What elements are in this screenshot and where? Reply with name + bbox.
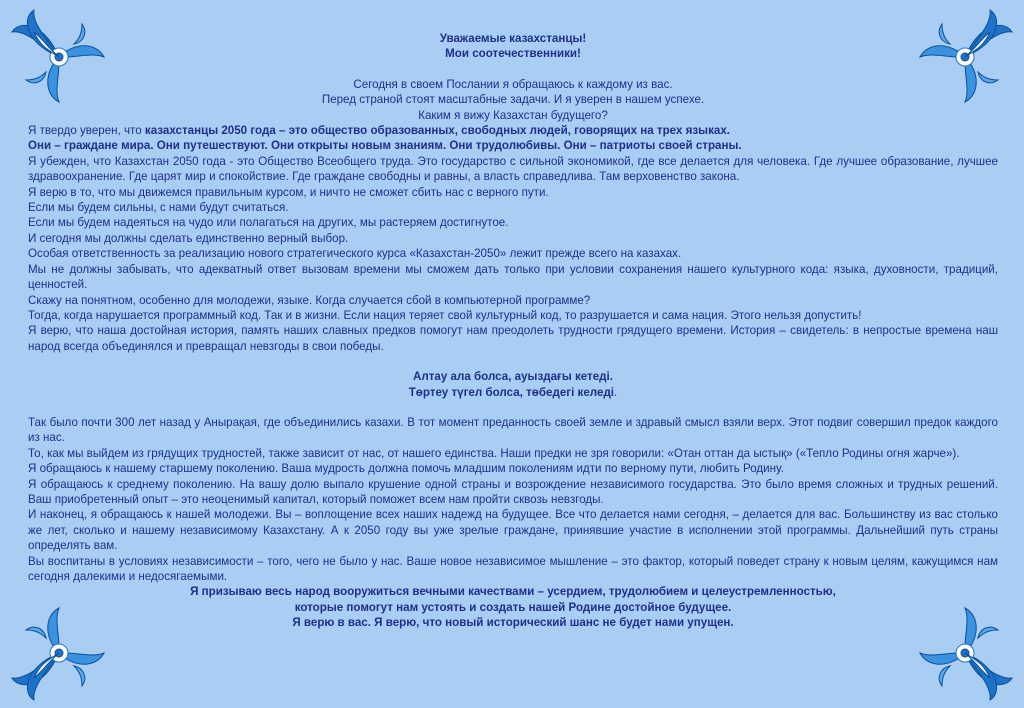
heading-line-1: Уважаемые казахстанцы! — [439, 32, 587, 45]
proverb-line-2-end: . — [614, 385, 618, 399]
paragraph-cultural-code: Мы не должны забывать, что адекватный ответ вызовам времени мы сможем дать только при условии сохранения нашего культурного кода: языка, духовности, традиций, ценностей. — [28, 262, 998, 292]
paragraph-strong: Если мы будем сильны, с нами будут считаться. — [28, 201, 289, 215]
paragraph-choice: И сегодня мы должны сделать единственно верный выбор. — [28, 231, 349, 245]
closing-line-2: которые помогут нам устоять и создать нашей Родине достойное будущее. — [294, 600, 732, 614]
paragraph-youth: Скажу на понятном, особенно для молодежи, языке. Когда случается сбой в компьютерной программе? — [28, 293, 591, 307]
paragraph-independence: Вы воспитаны в условиях независимости – того, чего не было у нас. Ваше новое независимое мышление – это фактор, который поведет страну к новым целям, кажущимся нам сегодня далекими и недосягаемыми. — [28, 554, 998, 583]
paragraph-anyrakay: Так было почти 300 лет назад у Анырақая, где объединились казахи. В тот момент преданность своей земле и здравый смысл взяли верх. Этот подвиг совершил предок каждого из нас. — [28, 415, 998, 445]
intro-line-2: Перед страной стоят масштабные задачи. И я уверен в нашем успехе. — [321, 93, 705, 107]
paragraph-trilingual-prefix: Я твердо уверен, что — [28, 124, 145, 138]
paragraph-trilingual — [28, 123, 998, 138]
intro-line-3: Каким я вижу Казахстан будущего? — [418, 108, 608, 122]
heading-line-2: Мои соотечественники! — [445, 47, 581, 61]
paragraph-elder-generation: Я обращаюсь к нашему старшему поколению. Ваша мудрость должна помочь младшим поколениям идти по верному пути, любить Родину. — [28, 462, 784, 476]
paragraph-course: Я верю в то, что мы движемся правильным курсом, и ничто не сможет сбить нас с верного пути. — [28, 185, 549, 199]
paragraph-young-generation: И наконец, я обращаюсь к нашей молодежи. Вы – воплощение всех наших надежд на будущее. Все что делается нами сегодня, – делается для вас. Большинству из вас столько же лет, сколько и нашему независимому Казахстану. А к 2050 году вы уже зрелые граждане, принявшие участие в исполнении этой программы. Дальнейший путь страны определять вам. — [28, 508, 998, 553]
paragraph-program-code: Тогда, когда нарушается программный код. Так и в жизни. Если нация теряет свой культурный код, то разрушается и сама нация. Этого нельзя допустить! — [28, 308, 862, 322]
paragraph-society: Я убежден, что Казахстан 2050 года - это Общество Всеобщего труда. Это государство с сильной экономикой, где все делается для человека. Где лучшее образование, лучшее здравоохранение. Где царят мир и спокойствие. Где граждане свободны и равны, а власть справедлива. Там верховенство закона. — [28, 154, 998, 184]
intro-line-1: Сегодня в своем Послании я обращаюсь к каждому из вас. — [353, 77, 673, 91]
address-document — [28, 31, 998, 631]
paragraph-miracle: Если мы будем надеяться на чудо или полагаться на других, мы растеряем достигнутое. — [28, 216, 509, 230]
paragraph-history: Я верю, что наша достойная история, память наших славных предков помогут нам преодолеть трудности грядущего времени. История – свидетель: в непростые времена наш народ всегда объединялся и превращал невзгоды в свои победы. — [28, 324, 998, 353]
paragraph-trilingual-bold: казахстанцы 2050 года – это общество образованных, свободных людей, говорящих на трех языках. — [144, 124, 730, 138]
paragraph-citizens: Они – граждане мира. Они путешествуют. Они открыты новым знаниям. Они трудолюбивы. Они – патриоты своей страны. — [28, 139, 742, 153]
paragraph-responsibility: Особая ответственность за реализацию нового стратегического курса «Казахстан-2050» лежит прежде всего на казахах. — [28, 247, 682, 261]
closing-line-1: Я призываю весь народ вооружиться вечными качествами – усердием, трудолюбием и целеустремленностью, — [190, 585, 836, 599]
proverb-line-2 — [28, 385, 998, 400]
proverb-line-1: Алтау ала болса, ауыздағы кетеді. — [412, 370, 613, 384]
proverb-line-2-text: Төртеу түгел болса, төбедегі келеді — [408, 385, 615, 399]
paragraph-middle-generation: Я обращаюсь к среднему поколению. На вашу долю выпало крушение одной страны и возрождение независимого государства. Это было время сложных и трудных решений. Ваш приобретенный опыт – это неоценимый капитал, который поможет всем нам пройти сквозь невзгоды. — [28, 477, 998, 506]
closing-line-3: Я верю в вас. Я верю, что новый исторический шанс не будет нами упущен. — [292, 616, 734, 630]
paragraph-unity: То, как мы выйдем из грядущих трудностей, также зависит от нас, от нашего единства. Наши предки не зря говорили: «Отан оттан да ыстық» («Тепло Родины огня жарче»). — [28, 446, 960, 460]
